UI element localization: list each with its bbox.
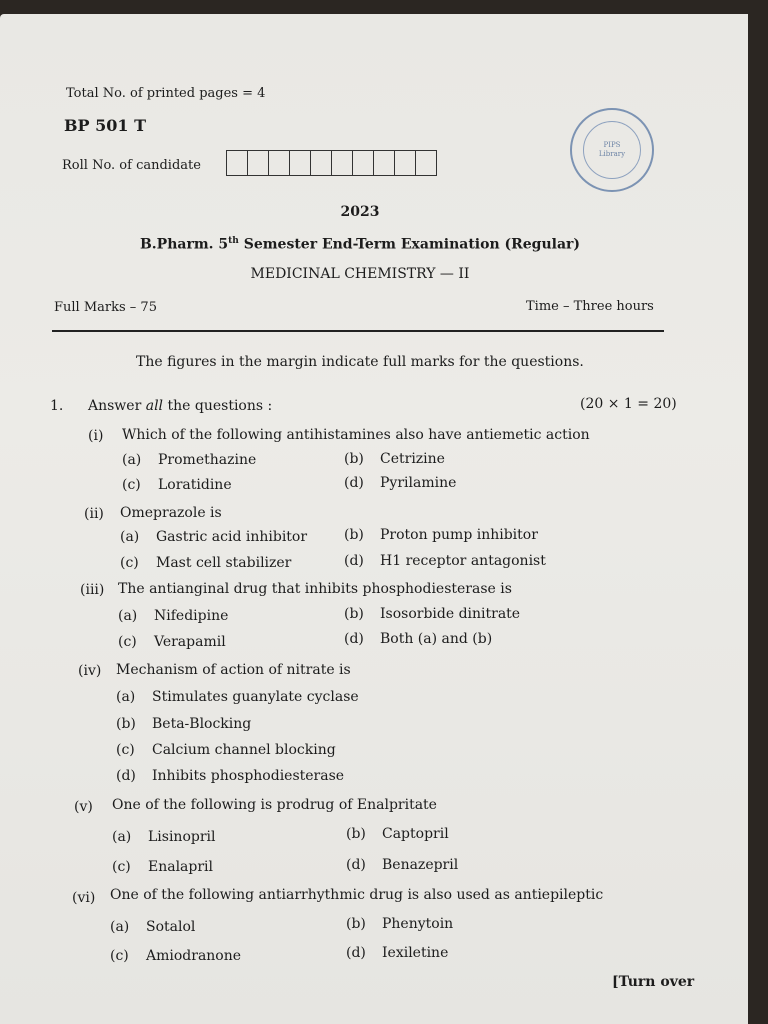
option-label: (c) <box>116 742 135 758</box>
option-text: Pyrilamine <box>380 475 457 491</box>
option-text: H1 receptor antagonist <box>380 553 546 569</box>
paper-code: BP 501 T <box>64 116 146 135</box>
roll-digit-box[interactable] <box>311 151 332 175</box>
option-a <box>110 919 195 935</box>
option-c <box>112 859 213 875</box>
roll-digit-box[interactable] <box>374 151 395 175</box>
roll-digit-box[interactable] <box>290 151 311 175</box>
option-b <box>344 606 520 622</box>
instruction-text: The figures in the margin indicate full marks for the questions. <box>136 354 584 370</box>
question-text: One of the following is prodrug of Enalpritate <box>112 797 437 813</box>
option-label: (c) <box>120 555 139 571</box>
option-label: (a) <box>118 608 138 624</box>
library-seal-stamp <box>570 108 654 192</box>
option-text: Loratidine <box>158 477 232 493</box>
option-text: Iexiletine <box>382 945 449 961</box>
option-b <box>344 527 538 543</box>
time-allowed: Time – Three hours <box>526 299 654 314</box>
option-label: (b) <box>346 826 366 842</box>
option-d <box>346 945 448 961</box>
question-number: (iii) <box>80 582 105 598</box>
roll-digit-box[interactable] <box>269 151 290 175</box>
option-label: (c) <box>110 948 129 964</box>
option-label: (b) <box>344 451 364 467</box>
option-label: (d) <box>344 475 364 491</box>
option-a <box>112 829 216 845</box>
option-label: (b) <box>344 606 364 622</box>
option-text: Gastric acid inhibitor <box>156 529 308 545</box>
option-d <box>344 475 456 491</box>
seal-text: PIPS Library <box>598 141 626 158</box>
question-text: The antianginal drug that inhibits phosphodiesterase is <box>118 581 512 597</box>
question-number: (ii) <box>84 506 104 522</box>
question-number: (iv) <box>78 663 102 679</box>
option-b <box>344 451 445 467</box>
option-label: (a) <box>120 529 140 545</box>
question-text: Omeprazole is <box>120 505 222 521</box>
option-label: (c) <box>118 634 137 650</box>
option-label: (a) <box>112 829 132 845</box>
question-number: (i) <box>88 428 104 444</box>
option-c <box>122 477 232 493</box>
option-label: (b) <box>344 527 364 543</box>
section-title-prefix: Answer <box>88 398 146 414</box>
option-text: Nifedipine <box>154 608 229 624</box>
option-label: (d) <box>344 553 364 569</box>
option-label: (d) <box>346 857 366 873</box>
subject-title: MEDICINAL CHEMISTRY — II <box>250 266 470 282</box>
option-b <box>346 826 449 842</box>
option-label: (b) <box>346 916 366 932</box>
option-label: (a) <box>116 689 136 705</box>
option-label: (d) <box>346 945 366 961</box>
option-label: (d) <box>116 768 136 784</box>
option-c <box>116 742 336 758</box>
option-a <box>116 689 359 705</box>
roll-digit-box[interactable] <box>227 151 248 175</box>
exam-title-superscript: th <box>228 236 239 246</box>
option-c <box>120 555 291 571</box>
option-text: Amiodranone <box>146 948 242 964</box>
option-label: (a) <box>122 452 142 468</box>
option-text: Enalapril <box>148 859 214 875</box>
roll-digit-box[interactable] <box>332 151 353 175</box>
option-c <box>118 634 226 650</box>
full-marks: Full Marks – 75 <box>54 300 157 315</box>
option-text: Cetrizine <box>380 451 445 467</box>
option-label: (a) <box>110 919 130 935</box>
option-text: Inhibits phosphodiesterase <box>152 768 345 784</box>
option-a <box>120 529 307 545</box>
section-number: 1. <box>50 398 64 414</box>
option-text: Promethazine <box>158 452 257 468</box>
question-number: (v) <box>74 799 93 815</box>
turn-over-note: [Turn over <box>612 974 695 990</box>
question-text: Which of the following antihistamines also have antiemetic action <box>122 427 590 443</box>
option-label: (c) <box>112 859 131 875</box>
roll-number-label: Roll No. of candidate <box>62 158 201 173</box>
option-label: (c) <box>122 477 141 493</box>
option-text: Verapamil <box>154 634 226 650</box>
exam-title <box>0 236 720 253</box>
exam-year: 2023 <box>340 204 380 220</box>
option-text: Beta-Blocking <box>152 716 252 732</box>
option-text: Both (a) and (b) <box>380 631 493 647</box>
option-text: Isosorbide dinitrate <box>380 606 521 622</box>
section-title-emphasis: all <box>145 398 164 414</box>
option-text: Benazepril <box>382 857 459 873</box>
option-d <box>344 631 492 647</box>
option-text: Mast cell stabilizer <box>156 555 292 571</box>
option-d <box>346 857 458 873</box>
roll-digit-box[interactable] <box>353 151 374 175</box>
question-text: Mechanism of action of nitrate is <box>116 662 351 678</box>
option-a <box>122 452 256 468</box>
option-d <box>344 553 546 569</box>
option-text: Stimulates guanylate cyclase <box>152 689 359 705</box>
option-text: Sotalol <box>146 919 196 935</box>
section-marks: (20 × 1 = 20) <box>580 396 677 412</box>
header-divider <box>52 330 664 332</box>
roll-digit-box[interactable] <box>248 151 269 175</box>
option-d <box>116 768 344 784</box>
roll-number-boxes[interactable] <box>226 150 437 176</box>
roll-digit-box[interactable] <box>416 151 436 175</box>
exam-title-suffix: Semester End-Term Examination (Regular) <box>238 236 581 253</box>
option-a <box>118 608 228 624</box>
section-title <box>88 398 272 414</box>
option-b <box>116 716 251 732</box>
roll-digit-box[interactable] <box>395 151 416 175</box>
option-label: (d) <box>344 631 364 647</box>
option-c <box>110 948 241 964</box>
question-text: One of the following antiarrhythmic drug is also used as antiepileptic <box>110 887 604 903</box>
section-title-suffix: the questions : <box>163 398 273 414</box>
option-text: Lisinopril <box>148 829 216 845</box>
exam-title-prefix: B.Pharm. 5 <box>139 236 229 253</box>
option-text: Phenytoin <box>382 916 454 932</box>
option-text: Calcium channel blocking <box>152 742 336 758</box>
option-label: (b) <box>116 716 136 732</box>
printed-pages-note: Total No. of printed pages = 4 <box>66 86 266 101</box>
option-text: Captopril <box>382 826 449 842</box>
question-number: (vi) <box>72 890 96 906</box>
option-text: Proton pump inhibitor <box>380 527 538 543</box>
option-b <box>346 916 453 932</box>
